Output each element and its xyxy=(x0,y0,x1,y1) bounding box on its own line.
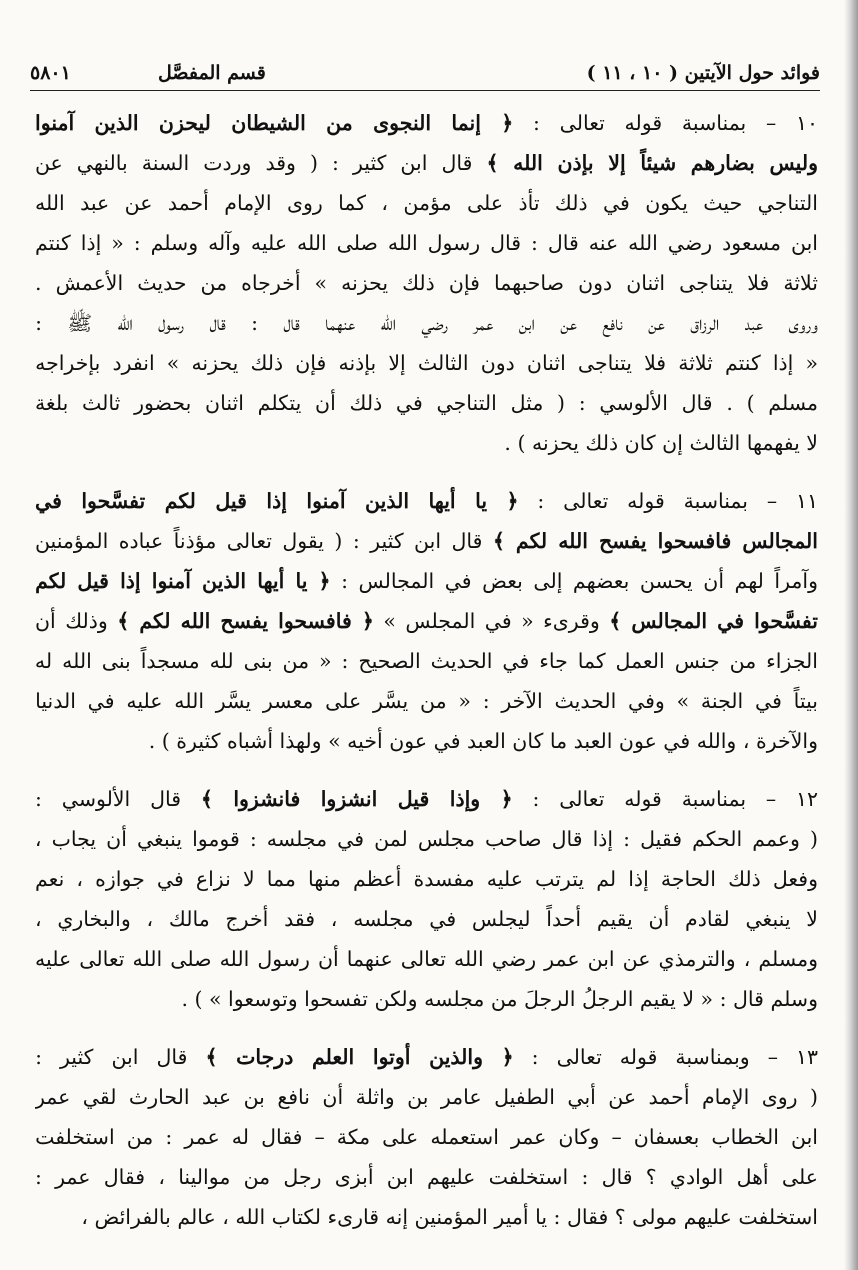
text-run: ( روى الإمام أحمد عن أبي الطفيل عامر بن واثلة أن نافع بن عبد الحارث لقي عمر xyxy=(35,1085,818,1109)
text-run: قال ابن كثير : xyxy=(35,1045,206,1069)
quran-verse: ﴿ وإذا قيل انشزوا فانشزوا ﴾ xyxy=(200,787,513,811)
text-run: ١٣ – وبمناسبة قوله تعالى : xyxy=(513,1045,818,1069)
text-line xyxy=(35,223,818,263)
text-line xyxy=(35,721,818,761)
paragraph xyxy=(35,103,818,463)
text-line xyxy=(35,343,818,383)
text-run: وآمراً لهم أن يحسن بعضهم إلى بعض في المجالس : xyxy=(330,569,818,593)
text-run: وروى عبد الرزاق عن نافع عن ابن عمر رضي الله عنهما قال : قال رسول الله ﷺ : xyxy=(35,311,818,335)
text-run: استخلفت عليهم مولى ؟ فقال : يا أمير المؤمنين إنه قارىء لكتاب الله ، عالم بالفرائض ، xyxy=(81,1205,818,1229)
page-number: ٥٨٠١ xyxy=(30,62,71,84)
text-line xyxy=(35,143,818,183)
paragraph xyxy=(35,1037,818,1237)
text-line xyxy=(35,859,818,899)
page-edge-shadow xyxy=(844,0,858,1270)
text-line xyxy=(35,601,818,641)
quran-verse: ﴿ إنما النجوى من الشيطان ليحزن الذين آمنوا xyxy=(35,111,514,135)
text-line xyxy=(35,1117,818,1157)
quran-verse: ﴿ والذين أوتوا العلم درجات ﴾ xyxy=(205,1045,514,1069)
quran-verse: ﴿ يا أيها الذين آمنوا إذا قيل لكم تفسَّحوا في xyxy=(35,489,519,513)
text-line xyxy=(35,1197,818,1237)
text-line xyxy=(35,263,818,303)
text-line xyxy=(35,1037,818,1077)
text-run: ١٠ – بمناسبة قوله تعالى : xyxy=(513,111,818,135)
text-run: مسلم ) . قال الألوسي : ( مثل التناجي في ذلك أن يتكلم اثنان بحضور ثالث بلغة xyxy=(35,391,818,415)
text-run: قال الألوسي : xyxy=(35,787,201,811)
text-run: ثلاثة فلا يتناجى اثنان دون صاحبهما فإن ذلك يحزنه » أخرجاه من حديث الأعمش . xyxy=(35,271,818,295)
text-line xyxy=(35,183,818,223)
text-line xyxy=(35,383,818,423)
text-run: وسلم قال : « لا يقيم الرجلُ الرجلَ من مجلسه ولكن تفسحوا وتوسعوا » ) . xyxy=(181,987,818,1011)
text-line xyxy=(35,521,818,561)
text-line xyxy=(35,979,818,1019)
section-title: قسم المفصَّل xyxy=(158,62,266,84)
text-line xyxy=(35,819,818,859)
text-run: ( وعمم الحكم فقيل : إذا قال صاحب مجلس لمن في مجلسه : قوموا ينبغي أن يجاب ، xyxy=(35,827,818,851)
text-run: على أهل الوادي ؟ قال : استخلفت عليهم ابن أبزى رجل من موالينا ، فقال عمر : xyxy=(35,1165,818,1189)
text-run: وذلك أن xyxy=(35,609,118,633)
page-header xyxy=(30,58,820,91)
quran-verse: ﴿ يا أيها الذين آمنوا إذا قيل لكم xyxy=(35,569,331,593)
text-run: ومسلم ، والترمذي عن ابن عمر رضي الله تعالى عنهما أن رسول الله صلى الله تعالى عليه xyxy=(35,947,818,971)
body-text xyxy=(35,103,818,1255)
text-run: قال ابن كثير : ( وقد وردت السنة بالنهي عن xyxy=(35,151,487,175)
text-run: بيتاً في الجنة » وفي الحديث الآخر : « من يسَّر على معسر يسَّر الله عليه في الدنيا xyxy=(35,689,818,713)
quran-verse: ﴿ فافسحوا يفسح الله لكم ﴾ xyxy=(117,609,374,633)
text-run: والآخرة ، والله في عون العبد ما كان العبد في عون أخيه » ولهذا أشباه كثيرة ) . xyxy=(148,729,818,753)
running-title: فوائد حول الآيتين ( ١٠ ، ١١ ) xyxy=(586,62,820,84)
quran-verse: المجالس فافسحوا يفسح الله لكم ﴾ xyxy=(492,529,818,553)
text-run: لا يفهمها الثالث إن كان ذلك يحزنه ) . xyxy=(504,431,818,455)
text-run: « إذا كنتم ثلاثة فلا يتناجى اثنان دون الثالث إلا بإذنه فإن ذلك يحزنه » انفرد بإخراجه xyxy=(35,351,818,375)
text-run: التناجي حيث يكون في ذلك تأذ على مؤمن ، كما روى الإمام أحمد عن عبد الله xyxy=(35,191,818,215)
text-run: ابن مسعود رضي الله عنه قال : قال رسول الله صلى الله عليه وآله وسلم : « إذا كنتم xyxy=(35,231,818,255)
quran-verse: تفسَّحوا في المجالس ﴾ xyxy=(609,609,818,633)
quran-verse: وليس بضارهم شيئاً إلا بإذن الله ﴾ xyxy=(486,151,818,175)
paragraph xyxy=(35,779,818,1019)
text-line xyxy=(35,1157,818,1197)
text-line xyxy=(35,939,818,979)
text-line xyxy=(35,779,818,819)
text-line xyxy=(35,899,818,939)
text-run: وقرىء « في المجلس » xyxy=(373,609,610,633)
text-line xyxy=(35,561,818,601)
text-line xyxy=(35,1077,818,1117)
text-line xyxy=(35,481,818,521)
text-line xyxy=(35,423,818,463)
text-run: قال ابن كثير : ( يقول تعالى مؤذناً عباده المؤمنين xyxy=(35,529,493,553)
text-run: الجزاء من جنس العمل كما جاء في الحديث الصحيح : « من بنى لله مسجداً بنى الله له xyxy=(35,649,818,673)
text-run: لا ينبغي لقادم أن يقيم أحداً ليجلس في مجلسه ، فقد أخرج مالك ، والبخاري ، xyxy=(35,907,818,931)
text-line xyxy=(35,303,818,343)
text-run: ١١ – بمناسبة قوله تعالى : xyxy=(518,489,818,513)
paragraph xyxy=(35,481,818,761)
text-run: ابن الخطاب بعسفان – وكان عمر استعمله على مكة – فقال له عمر : من استخلفت xyxy=(35,1125,818,1149)
text-line xyxy=(35,103,818,143)
text-line xyxy=(35,641,818,681)
text-run: وفعل ذلك الحاجة إذا لم يترتب عليه مفسدة أعظم منها مما لا نزاع في جوازه ، نعم xyxy=(35,867,818,891)
text-run: ١٢ – بمناسبة قوله تعالى : xyxy=(512,787,818,811)
text-line xyxy=(35,681,818,721)
